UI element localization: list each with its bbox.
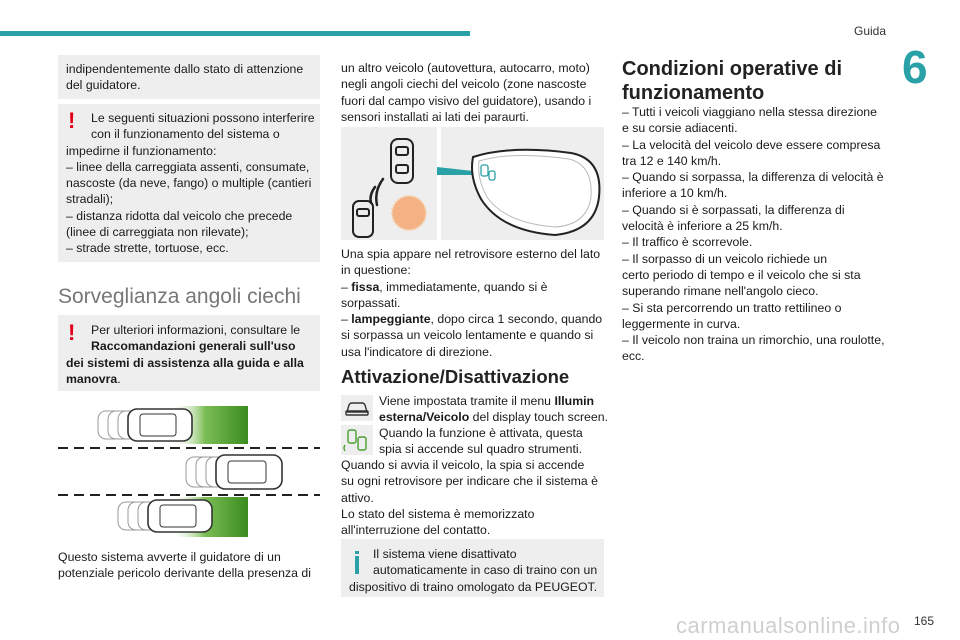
text-line: (linee di carreggiata non rilevate); — [66, 225, 249, 240]
text-line — [66, 355, 320, 371]
section-heading-blind-spot: Sorveglianza angoli ciechi — [58, 285, 301, 308]
watermark: carmanualsonline.info — [676, 613, 901, 638]
text-line — [379, 409, 608, 425]
heading-line: funzionamento — [622, 82, 765, 104]
text-line: fuori dal campo visivo del guidatore), usando i — [341, 93, 592, 108]
warning-icon: ! — [68, 320, 76, 345]
mirror-lamp-description — [341, 246, 602, 360]
section-title: Guida — [854, 24, 887, 38]
text-line: indipendentemente dallo stato di attenzione — [66, 62, 304, 76]
text-line: certo periodo di tempo e il veicolo che si sta — [622, 267, 861, 282]
menu-vehicle-icon — [341, 395, 373, 421]
text-line: in questione: — [341, 263, 411, 278]
bold-ref: manovra — [66, 371, 118, 386]
text-line: Quando la funzione è attivata, questa — [379, 426, 583, 440]
punctuation: . — [117, 371, 121, 386]
text-fragment: Viene impostata tramite il menu — [379, 394, 555, 408]
text-line: si sorpassa un veicolo lentamente e quando si — [341, 328, 594, 343]
menu-path: esterna/Veicolo — [379, 410, 470, 425]
text-line: leggermente in curva. — [622, 316, 741, 331]
heading-line: Condizioni operative di — [622, 58, 843, 80]
text-line: e su corsie adiacenti. — [622, 121, 738, 136]
text-line — [341, 311, 602, 327]
text-line: ecc. — [622, 349, 645, 364]
text-line: negli angoli ciechi del veicolo (zone nascoste — [341, 77, 587, 92]
text-line: del guidatore. — [66, 78, 141, 93]
text-line: Le seguenti situazioni possono interferire — [91, 111, 315, 125]
text-line — [66, 371, 320, 387]
text-line: dispositivo di traino omologato da PEUGEOT. — [349, 579, 598, 594]
bold-ref: Raccomandazioni generali sull'uso — [91, 339, 296, 354]
text-line: – Si sta percorrendo un tratto rettilineo o — [622, 300, 842, 315]
text-line: Per ulteriori informazioni, consultare le — [91, 323, 301, 337]
warning-box-interference — [58, 104, 320, 262]
text-line: potenziale pericolo derivante della presenza di — [58, 566, 311, 581]
text-line: impedirne il funzionamento: — [66, 143, 217, 158]
operating-conditions-list — [622, 104, 884, 365]
blind-spot-illustration — [58, 403, 320, 541]
header-accent-bar — [0, 31, 470, 36]
text-line: velocità è inferiore a 25 km/h. — [622, 219, 783, 234]
text-line: sensori installati ai lati dei paraurti. — [341, 109, 529, 124]
info-box-towing — [341, 539, 604, 597]
text-line: – Quando si sorpassa, la differenza di velocità è — [622, 170, 884, 185]
text-line: con il funzionamento del sistema o — [91, 127, 280, 142]
text-line: Lo stato del sistema è memorizzato — [341, 506, 535, 521]
warning-icon: ! — [68, 108, 76, 133]
text-line: un altro veicolo (autovettura, autocarro, moto) — [341, 61, 590, 75]
blind-spot-description — [341, 60, 591, 125]
text-fragment: del display touch screen. — [469, 410, 608, 425]
text-line: – strade strette, tortuose, ecc. — [66, 241, 229, 256]
text-line: Il sistema viene disattivato — [373, 547, 517, 561]
text-line: spia si accende sul quadro strumenti. — [379, 442, 583, 457]
text-line: – Il sorpasso di un veicolo richiede un — [622, 251, 828, 266]
text-line: – Il veicolo non traina un rimorchio, una roulotte, — [622, 333, 885, 348]
text-line — [341, 279, 602, 295]
text-line: sorpassati. — [341, 295, 401, 310]
text-line: inferiore a 10 km/h. — [622, 186, 728, 201]
menu-path: Illumin — [554, 394, 595, 408]
text-line — [66, 338, 320, 354]
text-line — [379, 393, 608, 409]
section-heading-activation: Attivazione/Disattivazione — [341, 366, 570, 387]
text-line: stradali); — [66, 192, 114, 207]
bold-ref: dei sistemi di assistenza alla guida e alla — [66, 355, 304, 370]
chapter-number: 6 — [902, 41, 928, 93]
text-line: – Il traffico è scorrevole. — [622, 235, 753, 250]
dashboard-lamp-icon — [341, 425, 373, 455]
term-fixed: fissa — [351, 279, 380, 294]
lane-marking-bottom — [58, 494, 320, 496]
text-line: all'interruzione del contatto. — [341, 523, 491, 538]
blind-spot-intro — [58, 549, 311, 582]
text-line: superando rimane nell'angolo cieco. — [622, 284, 819, 299]
text-line: tra 12 e 140 km/h. — [622, 153, 722, 168]
note-box-continued — [58, 55, 320, 99]
text-line: Questo sistema avverte il guidatore di un — [58, 550, 281, 564]
text-line: Quando si avvia il veicolo, la spia si accende — [341, 458, 585, 472]
text-line: – distanza ridotta dal veicolo che precede — [66, 208, 293, 223]
page-number: 165 — [914, 614, 935, 628]
bullet: – — [341, 312, 352, 327]
text-line: Una spia appare nel retrovisore esterno del lato — [341, 247, 601, 261]
activation-menu-text — [379, 393, 608, 426]
text-line: – linee della carreggiata assenti, consumate, — [66, 159, 310, 174]
lane-marking-top — [58, 447, 320, 449]
warning-box-recommendations — [58, 315, 320, 391]
term-flashing: lampeggiante — [351, 312, 431, 327]
text-line: usa l'indicatore di direzione. — [341, 344, 493, 359]
text-line: – Quando si è sorpassati, la differenza di — [622, 202, 845, 217]
text-line: – Tutti i veicoli viaggiano nella stessa direzione — [622, 105, 877, 119]
text-line: – La velocità del veicolo deve essere compresa — [622, 137, 881, 152]
bullet: – — [341, 279, 352, 294]
section-heading-operating-conditions — [622, 57, 842, 105]
text-fragment: , immediatamente, quando si è — [379, 279, 548, 294]
text-line: attivo. — [341, 490, 374, 505]
startup-description — [341, 457, 598, 538]
text-line: su ogni retrovisore per indicare che il sistema è — [341, 474, 598, 489]
mirror-warning-illustration — [341, 127, 604, 240]
text-line: nascoste (da neve, fango) o multiple (cantieri — [66, 176, 312, 191]
text-fragment: , dopo circa 1 secondo, quando — [430, 312, 603, 327]
lamp-description — [379, 425, 583, 458]
text-line: automaticamente in caso di traino con un — [373, 563, 598, 578]
info-icon — [355, 556, 359, 574]
